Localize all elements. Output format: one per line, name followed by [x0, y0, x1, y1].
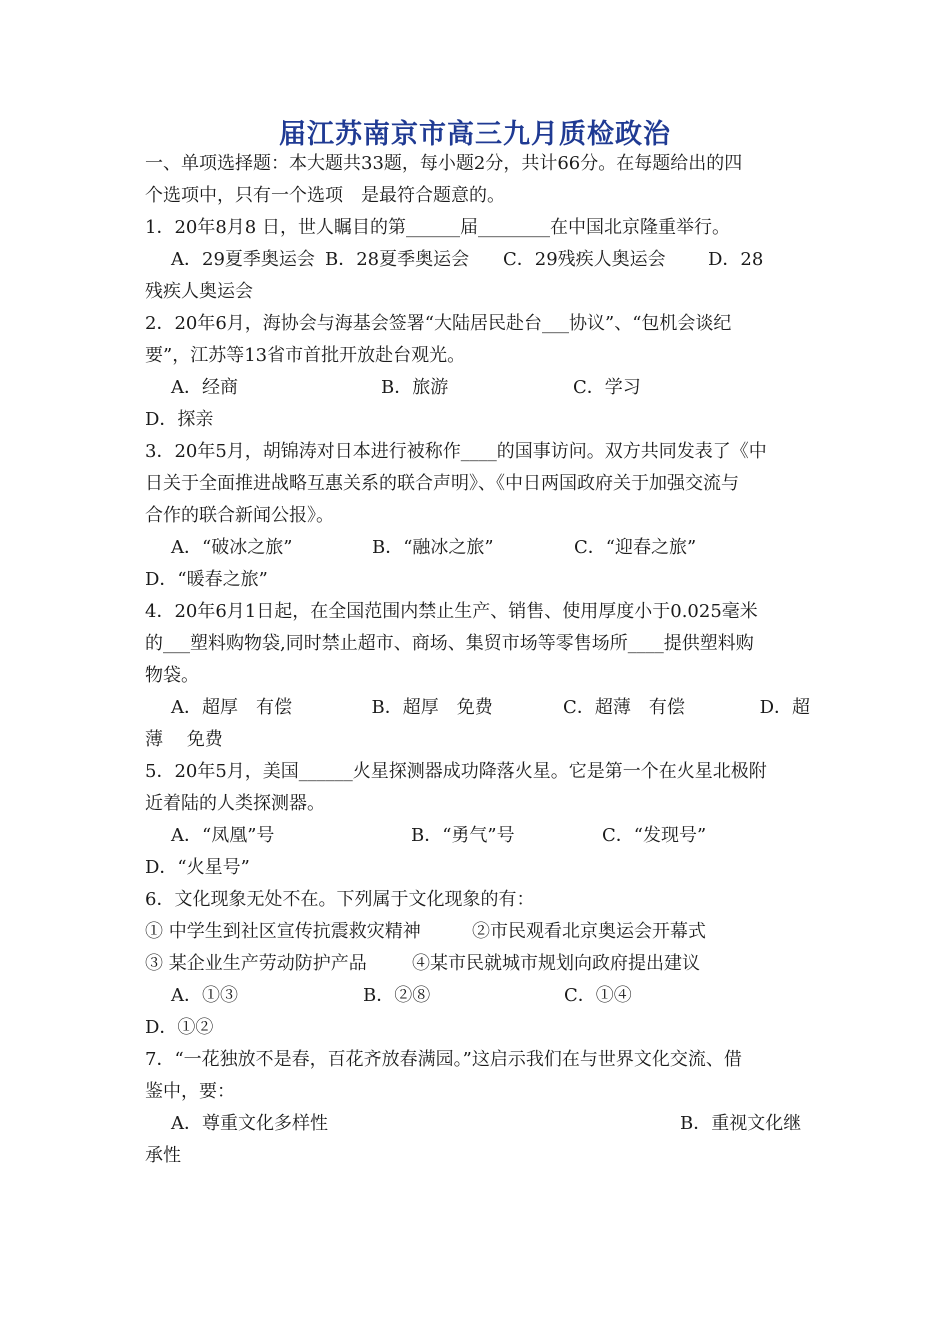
question-6-item-2: ②市民观看北京奥运会开幕式: [472, 921, 706, 942]
question-1-text: 1．20年8月8 日，世人瞩目的第______届________在中国北京隆重举行。: [145, 217, 730, 238]
question-3-text-line2: 日关于全面推进战略互惠关系的联合声明》、《中日两国政府关于加强交流与: [145, 473, 739, 494]
question-6-option-c: C．①④: [564, 985, 632, 1006]
question-4-options: [145, 692, 810, 724]
question-7-text-line1: 7．“一花独放不是春，百花齐放春满园。”这启示我们在与世界文化交流、借: [145, 1049, 742, 1070]
question-5-options: [145, 820, 810, 852]
question-6-option-b: B．②⑧: [363, 985, 431, 1006]
question-5-option-a: A．“凤凰”号: [171, 825, 275, 846]
question-6-options: [145, 980, 810, 1012]
document-body: [145, 148, 810, 1172]
question-5-text-line2: 近着陆的人类探测器。: [145, 793, 325, 814]
question-7-option-b: B．重视文化继: [680, 1113, 802, 1134]
question-5-option-d: D．“火星号”: [145, 857, 250, 878]
question-6-option-a: A．①③: [171, 985, 238, 1006]
question-7-option-a: A．尊重文化多样性: [171, 1113, 328, 1134]
question-5-text-line1: 5．20年5月，美国______火星探测器成功降落火星。它是第一个在火星北极附: [145, 761, 767, 782]
question-3-text-line3: 合作的联合新闻公报》。: [145, 505, 334, 526]
section-instructions-line2: 个选项中，只有一个选项 是最符合题意的。: [145, 185, 505, 206]
question-3-option-a: A．“破冰之旅”: [171, 537, 293, 558]
question-1-option-d: D．28: [708, 249, 764, 270]
question-4-option-b: B．超厚 免费: [371, 697, 493, 718]
question-6-items-row1: [145, 916, 810, 948]
question-6-item-4: ④某市民就城市规划向政府提出建议: [412, 953, 700, 974]
question-6-option-d: D．①②: [145, 1017, 214, 1038]
question-3-option-b: B．“融冰之旅”: [372, 537, 494, 558]
question-5-option-b: B．“勇气”号: [411, 825, 515, 846]
question-3-text-line1: 3．20年5月，胡锦涛对日本进行被称作____的国事访问。双方共同发表了《中: [145, 441, 767, 462]
question-4-text-line2: 的___塑料购物袋,同时禁止超市、商场、集贸市场等零售场所____提供塑料购: [145, 633, 754, 654]
question-1-option-a: A．29夏季奥运会: [171, 249, 315, 270]
question-7-options: [145, 1108, 810, 1140]
question-6-item-1: ① 中学生到社区宣传抗震救灾精神: [145, 921, 421, 942]
question-1-option-b: B．28夏季奥运会: [325, 249, 470, 270]
question-2-option-d: D．探亲: [145, 409, 214, 430]
question-5-option-c: C．“发现号”: [602, 825, 707, 846]
question-2-option-a: A．经商: [171, 377, 238, 398]
question-2-option-b: B．旅游: [381, 377, 449, 398]
document-title: 届江苏南京市高三九月质检政治: [279, 119, 671, 150]
question-2-options: [145, 372, 810, 404]
question-6-items-row2: [145, 948, 810, 980]
question-2-text-line1: 2．20年6月，海协会与海基会签署“大陆居民赴台___协议”、“包机会谈纪: [145, 313, 732, 334]
question-4-option-a: A．超厚 有偿: [171, 697, 292, 718]
question-1-option-d-continued: 残疾人奥运会: [145, 281, 253, 302]
question-4-text-line1: 4．20年6月1日起，在全国范围内禁止生产、销售、使用厚度小于0.025毫米: [145, 601, 758, 622]
question-1-options: [145, 244, 810, 276]
question-1-option-c: C．29残疾人奥运会: [503, 249, 666, 270]
question-3-option-d: D．“暖春之旅”: [145, 569, 268, 590]
question-2-text-line2: 要”，江苏等13省市首批开放赴台观光。: [145, 345, 466, 366]
question-4-text-line3: 物袋。: [145, 665, 199, 686]
question-3-options: [145, 532, 810, 564]
question-7-option-b-continued: 承性: [145, 1145, 181, 1166]
question-4-option-d: D．超: [759, 697, 810, 718]
question-6-text: 6．文化现象无处不在。下列属于文化现象的有：: [145, 889, 535, 910]
question-3-option-c: C．“迎春之旅”: [574, 537, 697, 558]
question-2-option-c: C．学习: [573, 377, 641, 398]
section-instructions-line1: 一、单项选择题：本大题共33题，每小题2分，共计66分。在每题给出的四: [145, 153, 743, 174]
question-4-option-d-continued: 薄 免费: [145, 729, 223, 750]
question-4-option-c: C．超薄 有偿: [563, 697, 685, 718]
question-6-item-3: ③ 某企业生产劳动防护产品: [145, 953, 367, 974]
question-7-text-line2: 鉴中，要：: [145, 1081, 235, 1102]
